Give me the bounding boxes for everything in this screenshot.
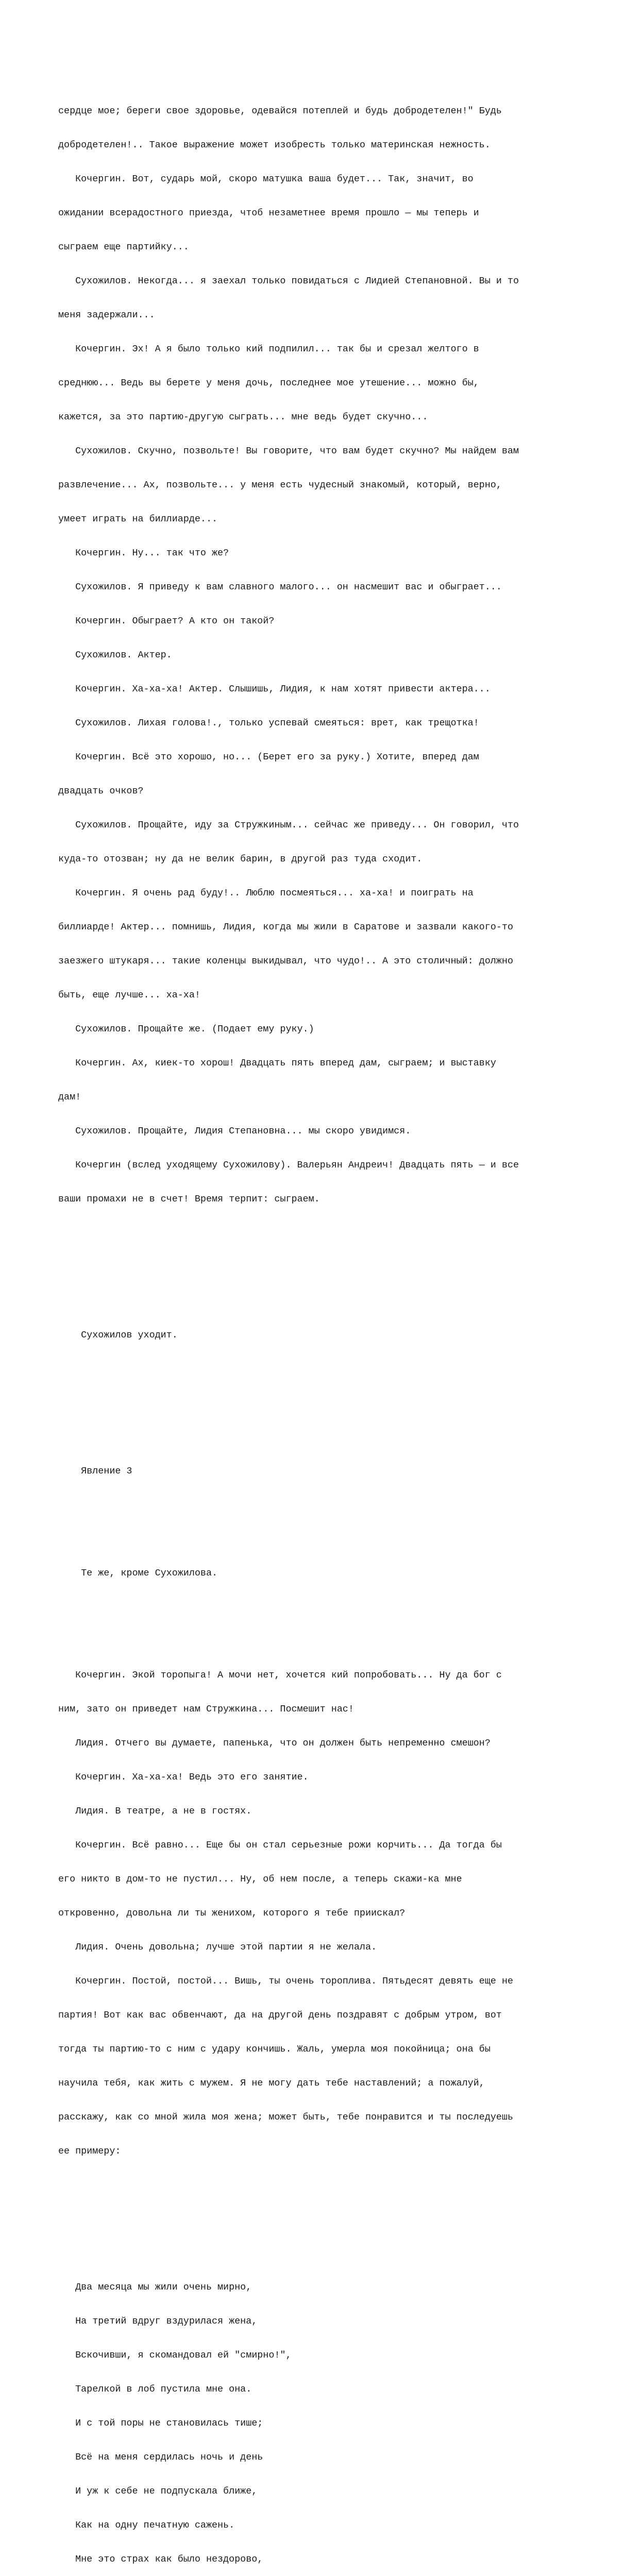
text-line: среднюю... Ведь вы берете у меня дочь, последнее мое утешение... можно бы, [58, 378, 479, 388]
text-line: Кочергин. Всё равно... Еще бы он стал серьезные рожи корчить... Да тогда бы [58, 1840, 502, 1851]
text-line: Сухожилов. Некогда... я заехал только повидаться с Лидией Степановной. Вы и то [58, 276, 519, 286]
text-line: сердце мое; береги свое здоровье, одевайся потеплей и будь добродетелен!" Будь [58, 106, 502, 116]
text-line: Лидия. Отчего вы думаете, папенька, что он должен быть непременно смешон? [58, 1738, 491, 1749]
text-line: Кочергин. Я очень рад буду!.. Люблю посмеяться... ха-ха! и поиграть на [58, 888, 474, 899]
verse-line: Как на одну печатную сажень. [58, 2520, 235, 2531]
text-line: тогда ты партию-то с ним с удару кончишь. Жаль, умерла моя покойница; она бы [58, 2044, 491, 2055]
blank-line [58, 1364, 620, 1375]
text-line: ним, зато он приведет нам Стружкина... Посмешит нас! [58, 1704, 354, 1715]
text-line: Кочергин (вслед уходящему Сухожилову). Валерьян Андреич! Двадцать пять — и все [58, 1160, 519, 1171]
verse-line: Вскочивши, я скомандовал ей "смирно!", [58, 2350, 292, 2361]
verse-line: Мне это страх как было нездорово, [58, 2554, 263, 2565]
text-line: научила тебя, как жить с мужем. Я не могу дать тебе наставлений; а пожалуй, [58, 2078, 485, 2089]
text-line: развлечение... Ах, позвольте... у меня есть чудесный знакомый, который, верно, [58, 480, 502, 490]
text-line: заезжего штукаря... такие коленцы выкидывал, что чудо!.. А это столичный: должно [58, 956, 513, 967]
document-page [58, 60, 620, 2576]
blank-line [58, 1500, 620, 1511]
blank-line [58, 1534, 620, 1545]
text-line: Кочергин. Эх! А я было только кий подпилил... так бы и срезал желтого в [58, 344, 479, 354]
text-line: Сухожилов. Скучно, позвольте! Вы говорите, что вам будет скучно? Мы найдем вам [58, 446, 519, 456]
text-line: двадцать очков? [58, 786, 144, 796]
text-line: Кочергин. Постой, постой... Вишь, ты очень тороплива. Пятьдесят девять еще не [58, 1976, 513, 1987]
text-line: ваши промахи не в счет! Время терпит: сыграем. [58, 1194, 320, 1205]
blank-line [58, 1602, 620, 1613]
text-line: Сухожилов. Прощайте, иду за Стружкиным... сейчас же приведу... Он говорил, что [58, 820, 519, 831]
verse-line: И с той поры не становилась тише; [58, 2418, 263, 2429]
text-line: Кочергин. Ха-ха-ха! Ведь это его занятие. [58, 1772, 309, 1783]
text-line: Кочергин. Обыграет? А кто он такой? [58, 616, 275, 626]
text-line: партия! Вот как вас обвенчают, да на другой день поздравят с добрым утром, вот [58, 2010, 502, 2021]
text-line: Лидия. В театре, а не в гостях. [58, 1806, 252, 1817]
text-line: Сухожилов. Я приведу к вам славного малого... он насмешит вас и обыграет... [58, 582, 502, 592]
dialogue-block-2 [58, 1647, 620, 2180]
stage-direction: Сухожилов уходит. [58, 1330, 178, 1341]
blank-line [58, 1432, 620, 1443]
text-line: Кочергин. Ах, киек-то хорош! Двадцать пять вперед дам, сыграем; и выставку [58, 1058, 496, 1069]
text-line: умеет играть на биллиарде... [58, 514, 218, 524]
text-line: Сухожилов. Лихая голова!., только успевай смеяться: врет, как трещотка! [58, 718, 479, 728]
text-line: Сухожилов. Актер. [58, 650, 172, 660]
text-line: Сухожилов. Прощайте же. (Подает ему руку.) [58, 1024, 314, 1035]
verse-line: На третий вдруг вздурилася жена, [58, 2316, 258, 2327]
text-line: биллиарде! Актер... помнишь, Лидия, когда мы жили в Саратове и зазвали какого-то [58, 922, 513, 933]
text-line: дам! [58, 1092, 81, 1103]
text-line: Кочергин. Всё это хорошо, но... (Берет его за руку.) Хотите, вперед дам [58, 752, 479, 762]
text-line: Кочергин. Вот, сударь мой, скоро матушка ваша будет... Так, значит, во [58, 174, 474, 184]
text-line: сыграем еще партийку... [58, 242, 189, 252]
scene-cast: Те же, кроме Сухожилова. [58, 1568, 218, 1579]
text-line: расскажу, как со мной жила моя жена; может быть, тебе понравится и ты последуешь [58, 2112, 513, 2123]
text-line: его никто в дом-то не пустил... Ну, об нем после, а теперь скажи-ка мне [58, 1874, 462, 1885]
dialogue-block-1 [58, 83, 620, 1228]
text-line: ее примеру: [58, 2146, 121, 2157]
text-line: Кочергин. Экой торопыга! А мочи нет, хочется кий попробовать... Ну да бог с [58, 1670, 502, 1681]
text-line: добродетелен!.. Такое выражение может изобресть только материнская нежность. [58, 140, 491, 150]
text-line: Сухожилов. Прощайте, Лидия Степановна... мы скоро увидимся. [58, 1126, 411, 1137]
verse-line: Тарелкой в лоб пустила мне она. [58, 2384, 252, 2395]
text-line: быть, еще лучше... ха-ха! [58, 990, 200, 1001]
blank-line [58, 2214, 620, 2225]
text-line: куда-то отозван; ну да не велик барин, в другой раз туда сходит. [58, 854, 423, 865]
text-line: кажется, за это партию-другую сыграть... мне ведь будет скучно... [58, 412, 428, 422]
text-line: Лидия. Очень довольна; лучше этой партии я не желала. [58, 1942, 377, 1953]
verse-line: Два месяца мы жили очень мирно, [58, 2282, 252, 2293]
verse-block [58, 2259, 620, 2576]
text-line: меня задержали... [58, 310, 155, 320]
blank-line [58, 1296, 620, 1307]
blank-line [58, 1398, 620, 1409]
text-line: ожидании всерадостного приезда, чтоб незаметнее время прошло — мы теперь и [58, 208, 479, 218]
text-line: Кочергин. Ха-ха-ха! Актер. Слышишь, Лидия, к нам хотят привести актера... [58, 684, 491, 694]
verse-line: И уж к себе не подпускала ближе, [58, 2486, 258, 2497]
text-line: Кочергин. Ну... так что же? [58, 548, 229, 558]
verse-line: Всё на меня сердилась ночь и день [58, 2452, 263, 2463]
text-line: откровенно, довольна ли ты женихом, которого я тебе приискал? [58, 1908, 406, 1919]
scene-heading: Явление 3 [58, 1466, 132, 1477]
blank-line [58, 1262, 620, 1273]
